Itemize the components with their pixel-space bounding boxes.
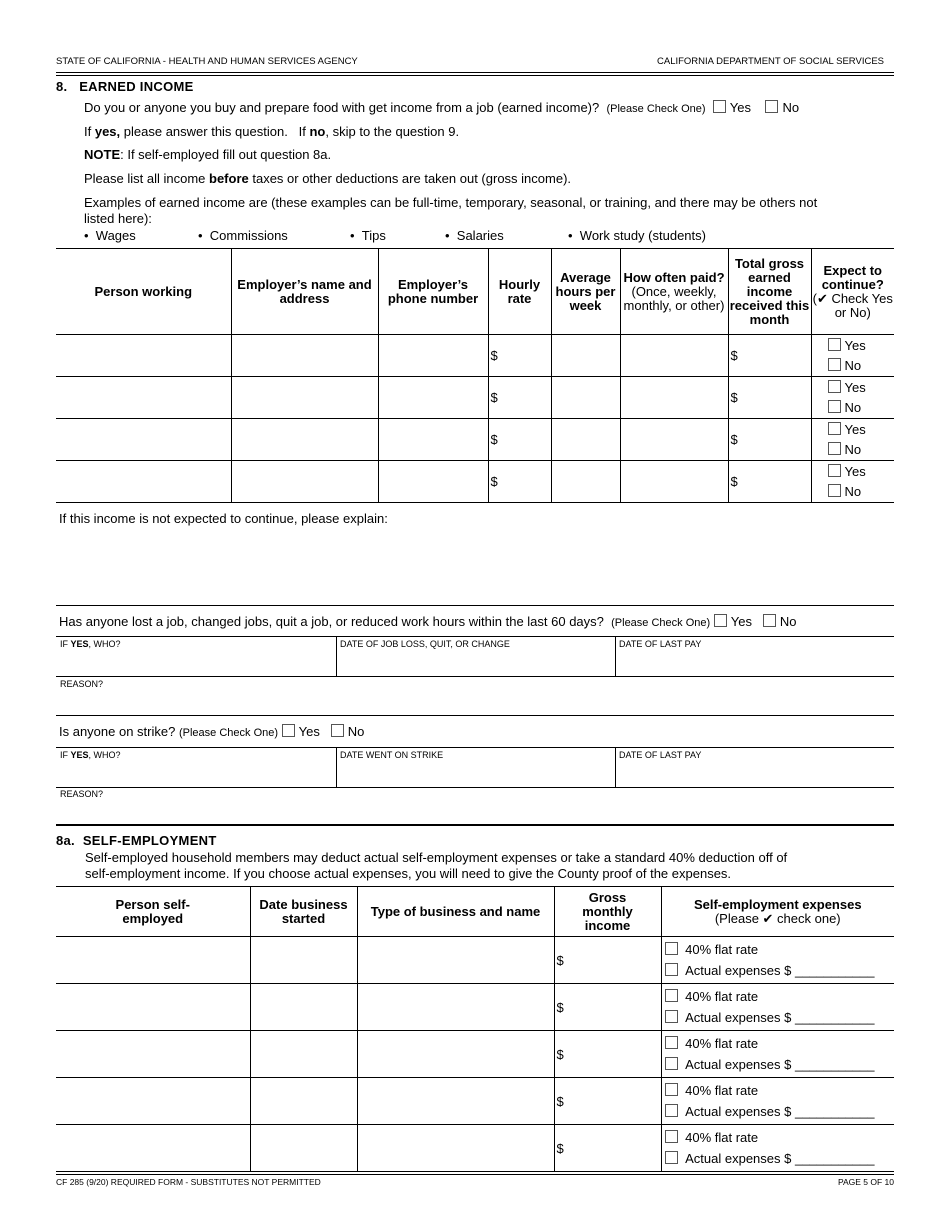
total-gross-cell[interactable] [728, 377, 811, 419]
table-row [56, 937, 894, 984]
no-label: No [347, 724, 365, 739]
col-average-hours: Average hours per week [551, 249, 620, 335]
strike-no-checkbox[interactable] [331, 724, 344, 737]
hourly-rate-cell[interactable] [488, 335, 551, 377]
actual-expenses-label: Actual expenses $ ___________ [685, 963, 875, 978]
lost-job-question [59, 614, 796, 629]
self-employment-desc-1: Self-employed household members may deduct actual self-employment expenses or take a standard 40% deduction off of [85, 850, 788, 865]
dollar-sign: $ [490, 348, 498, 363]
example-item: • Tips [350, 228, 386, 243]
strike-reason-field[interactable]: REASON? [60, 789, 104, 799]
actual-expenses-checkbox[interactable] [665, 1151, 678, 1164]
section-8a-title-text: SELF-EMPLOYMENT [82, 833, 217, 848]
yes-label: Yes [844, 421, 866, 437]
flat-rate-checkbox[interactable] [665, 989, 678, 1002]
how-often-sub: (Once, weekly, monthly, or other) [623, 283, 725, 313]
total-gross-cell[interactable] [728, 461, 811, 503]
actual-expenses-checkbox[interactable] [665, 963, 678, 976]
total-gross-cell[interactable] [728, 419, 811, 461]
example-item: • Wages [84, 228, 136, 243]
field-label: , WHO? [88, 639, 121, 649]
expenses-cell [661, 1078, 894, 1125]
strike-yes-checkbox[interactable] [282, 724, 295, 737]
average-hours-cell[interactable] [551, 419, 620, 461]
yes-label: Yes [730, 614, 753, 629]
section-8-title [56, 79, 194, 94]
actual-expenses-label: Actual expenses $ ___________ [685, 1057, 875, 1072]
business-type-cell[interactable] [357, 984, 554, 1031]
actual-expenses-checkbox[interactable] [665, 1104, 678, 1117]
employer-phone-cell[interactable] [378, 335, 488, 377]
person-working-cell[interactable] [56, 335, 231, 377]
example-wages: Wages [95, 228, 136, 243]
expenses-cell [661, 984, 894, 1031]
section-8a-title [56, 833, 217, 848]
instr-part: Please list all income [84, 171, 209, 186]
how-often-cell[interactable] [620, 377, 728, 419]
business-type-cell[interactable] [357, 937, 554, 984]
example-item: • Commissions [198, 228, 288, 243]
yes-label: Yes [844, 379, 866, 395]
check-one-hint: (Please Check One) [606, 103, 706, 115]
yes-label: Yes [298, 724, 320, 739]
expenses-cell [661, 1031, 894, 1078]
expect-continue-cell [811, 335, 894, 377]
dollar-sign: $ [556, 1093, 564, 1109]
person-self-employed-cell[interactable] [56, 1031, 250, 1078]
average-hours-cell[interactable] [551, 461, 620, 503]
expenses-cell [661, 1125, 894, 1172]
example-work-study: Work study (students) [579, 228, 706, 243]
flat-rate-label: 40% flat rate [685, 1083, 759, 1098]
yes-label: Yes [729, 100, 751, 115]
flat-rate-checkbox[interactable] [665, 942, 678, 955]
strike-question-text: Is anyone on strike? [59, 724, 176, 739]
dollar-sign: $ [730, 348, 738, 363]
field-label: IF [60, 639, 71, 649]
examples-line-2: listed here): [84, 211, 152, 226]
col-date-business-started: Date business started [250, 887, 357, 937]
expect-continue-cell [811, 419, 894, 461]
section-divider [56, 824, 894, 826]
average-hours-cell[interactable] [551, 377, 620, 419]
person-self-employed-cell[interactable] [56, 1125, 250, 1172]
employer-name-cell[interactable] [231, 377, 378, 419]
page-number: PAGE 5 OF 10 [837, 1177, 894, 1187]
actual-expenses-label: Actual expenses $ ___________ [685, 1151, 875, 1166]
business-type-cell[interactable] [357, 1125, 554, 1172]
col-business-type-name: Type of business and name [357, 887, 554, 937]
table-row [56, 1078, 894, 1125]
check-one-hint: (Please Check One) [178, 727, 279, 739]
gross-income-cell[interactable] [554, 1125, 661, 1172]
example-item: • Work study (students) [568, 228, 706, 243]
gross-income-cell[interactable] [554, 984, 661, 1031]
earned-income-table [56, 248, 894, 503]
expenses-cell [661, 937, 894, 984]
check-one-hint: (Please Check One) [611, 617, 711, 629]
col-employer-name: Employer’s name and address [231, 249, 378, 335]
self-employment-desc-2: self-employment income. If you choose actual expenses, you will need to give the County proof of the expenses. [85, 866, 732, 881]
section-8-number: 8. [56, 79, 68, 94]
dollar-sign: $ [556, 999, 564, 1015]
earned-income-question [84, 100, 799, 115]
dollar-sign: $ [490, 390, 498, 405]
no-label: No [779, 614, 797, 629]
lost-job-fields [56, 637, 894, 677]
instr-part: If [84, 124, 95, 139]
col-how-often-paid [620, 249, 728, 335]
expenses-sub: (Please ✔ check one) [714, 910, 841, 926]
col-employer-phone: Employer’s phone number [378, 249, 488, 335]
hourly-rate-cell[interactable] [488, 461, 551, 503]
actual-expenses-label: Actual expenses $ ___________ [685, 1010, 875, 1025]
field-label: , WHO? [88, 750, 121, 760]
strike-date-field[interactable]: DATE WENT ON STRIKE [340, 750, 444, 760]
continue-no-checkbox[interactable] [828, 484, 841, 497]
strike-fields [56, 748, 894, 788]
agency-header: STATE OF CALIFORNIA - HEALTH AND HUMAN SERVICES AGENCY [56, 56, 358, 67]
gross-income-cell[interactable] [554, 937, 661, 984]
example-item: • Salaries [445, 228, 504, 243]
flat-rate-label: 40% flat rate [685, 989, 759, 1004]
field-label-yes: YES [70, 639, 89, 649]
col-gross-monthly-income: Gross monthly income [554, 887, 661, 937]
how-often-cell[interactable] [620, 335, 728, 377]
person-self-employed-cell[interactable] [56, 984, 250, 1031]
expect-continue-cell [811, 461, 894, 503]
date-started-cell[interactable] [250, 984, 357, 1031]
dollar-sign: $ [730, 474, 738, 489]
continue-yes-checkbox[interactable] [828, 338, 841, 351]
table-row [56, 377, 894, 419]
examples-line-1: Examples of earned income are (these examples can be full-time, temporary, seasonal, or training, and there may be others not [84, 195, 818, 210]
example-tips: Tips [361, 228, 386, 243]
gross-income-cell[interactable] [554, 1078, 661, 1125]
divider [56, 715, 894, 716]
gross-income-cell[interactable] [554, 1031, 661, 1078]
actual-expenses-label: Actual expenses $ ___________ [685, 1104, 875, 1119]
no-label: No [844, 357, 862, 373]
employer-phone-cell[interactable] [378, 419, 488, 461]
example-salaries: Salaries [456, 228, 504, 243]
person-working-cell[interactable] [56, 419, 231, 461]
explain-label: If this income is not expected to continue, please explain: [59, 511, 388, 526]
footer-rule [56, 1174, 894, 1175]
person-working-cell[interactable] [56, 461, 231, 503]
lost-job-reason-field[interactable]: REASON? [60, 679, 104, 689]
business-type-cell[interactable] [357, 1078, 554, 1125]
average-hours-cell[interactable] [551, 335, 620, 377]
employer-name-cell[interactable] [231, 461, 378, 503]
col-person-working: Person working [56, 249, 231, 335]
total-gross-cell[interactable] [728, 335, 811, 377]
date-started-cell[interactable] [250, 1078, 357, 1125]
table-row [56, 461, 894, 503]
lost-job-yes-checkbox[interactable] [714, 614, 727, 627]
header-rule-1 [56, 72, 894, 73]
lost-job-question-text: Has anyone lost a job, changed jobs, quit a job, or reduced work hours within the last 60 days? [59, 614, 604, 629]
note-text: : If self-employed fill out question 8a. [120, 147, 332, 162]
last-pay-date-field[interactable]: DATE OF LAST PAY [619, 639, 702, 649]
explain-area[interactable] [56, 530, 894, 600]
no-label: No [844, 483, 862, 499]
table-row [56, 1125, 894, 1172]
note-label: NOTE [84, 147, 121, 162]
instr-part: taxes or other deductions are taken out (gross income). [248, 171, 572, 186]
self-employment-table [56, 886, 894, 1172]
table-row [56, 419, 894, 461]
how-often-cell[interactable] [620, 461, 728, 503]
person-self-employed-cell[interactable] [56, 937, 250, 984]
continue-no-checkbox[interactable] [828, 358, 841, 371]
earned-income-no-checkbox[interactable] [765, 100, 778, 113]
continue-yes-checkbox[interactable] [828, 464, 841, 477]
if-yes-instruction [84, 124, 459, 139]
continue-yes-checkbox[interactable] [828, 380, 841, 393]
person-working-cell[interactable] [56, 377, 231, 419]
strike-last-pay-field[interactable]: DATE OF LAST PAY [619, 750, 702, 760]
dollar-sign: $ [556, 1046, 564, 1062]
col-expect-continue [811, 249, 894, 335]
flat-rate-checkbox[interactable] [665, 1083, 678, 1096]
instr-before: before [209, 171, 249, 186]
instr-no: no [309, 124, 326, 139]
continue-no-checkbox[interactable] [828, 400, 841, 413]
no-label: No [844, 441, 862, 457]
divider [56, 605, 894, 606]
employer-name-cell[interactable] [231, 335, 378, 377]
employer-phone-cell[interactable] [378, 461, 488, 503]
section-8-title-text: EARNED INCOME [79, 79, 194, 94]
dollar-sign: $ [490, 474, 498, 489]
table-row [56, 335, 894, 377]
lost-job-who-field[interactable] [56, 637, 336, 677]
no-label: No [782, 100, 800, 115]
department-header: CALIFORNIA DEPARTMENT OF SOCIAL SERVICES [657, 56, 884, 67]
expenses-title: Self-employment expenses [693, 896, 862, 912]
col-hourly-rate: Hourly rate [488, 249, 551, 335]
instr-part: , skip to the question 9. [325, 124, 460, 139]
yes-label: Yes [844, 337, 866, 353]
dollar-sign: $ [556, 1140, 564, 1156]
section-8a-number: 8a. [56, 833, 75, 848]
job-loss-date-field[interactable]: DATE OF JOB LOSS, QUIT, OR CHANGE [340, 639, 510, 649]
strike-question [59, 724, 364, 739]
divider [56, 787, 894, 788]
dollar-sign: $ [556, 952, 564, 968]
yes-label: Yes [844, 463, 866, 479]
expect-continue-sub: (✔ Check Yes or No) [812, 290, 893, 320]
actual-expenses-checkbox[interactable] [665, 1010, 678, 1023]
example-commissions: Commissions [209, 228, 288, 243]
lost-job-no-checkbox[interactable] [763, 614, 776, 627]
no-label: No [844, 399, 862, 415]
hourly-rate-cell[interactable] [488, 377, 551, 419]
form-id: CF 285 (9/20) REQUIRED FORM - SUBSTITUTES NOT PERMITTED [56, 1177, 321, 1187]
dollar-sign: $ [730, 432, 738, 447]
hourly-rate-cell[interactable] [488, 419, 551, 461]
flat-rate-checkbox[interactable] [665, 1036, 678, 1049]
instr-yes: yes, [94, 124, 121, 139]
flat-rate-checkbox[interactable] [665, 1130, 678, 1143]
col-person-self-employed: Person self-employed [56, 887, 250, 937]
field-label-yes: YES [70, 750, 89, 760]
col-total-gross: Total gross earned income received this month [728, 249, 811, 335]
instr-part: please answer this question. If [120, 124, 310, 139]
divider [56, 676, 894, 677]
header-rule-2 [56, 75, 894, 76]
gross-income-instruction [84, 171, 571, 186]
person-self-employed-cell[interactable] [56, 1078, 250, 1125]
dollar-sign: $ [730, 390, 738, 405]
table-row [56, 1031, 894, 1078]
employer-phone-cell[interactable] [378, 377, 488, 419]
business-type-cell[interactable] [357, 1031, 554, 1078]
col-self-employment-expenses [661, 887, 894, 937]
actual-expenses-checkbox[interactable] [665, 1057, 678, 1070]
earned-income-question-text: Do you or anyone you buy and prepare food with get income from a job (earned income)? [84, 100, 600, 115]
dollar-sign: $ [490, 432, 498, 447]
flat-rate-label: 40% flat rate [685, 1036, 759, 1051]
date-started-cell[interactable] [250, 937, 357, 984]
strike-who-field[interactable] [56, 748, 336, 788]
expect-continue-cell [811, 377, 894, 419]
date-started-cell[interactable] [250, 1125, 357, 1172]
field-label: IF [60, 750, 71, 760]
date-started-cell[interactable] [250, 1031, 357, 1078]
continue-yes-checkbox[interactable] [828, 422, 841, 435]
how-often-cell[interactable] [620, 419, 728, 461]
how-often-title: How often paid? [623, 269, 725, 285]
continue-no-checkbox[interactable] [828, 442, 841, 455]
employer-name-cell[interactable] [231, 419, 378, 461]
earned-income-yes-checkbox[interactable] [713, 100, 726, 113]
flat-rate-label: 40% flat rate [685, 1130, 759, 1145]
note-line [84, 147, 331, 162]
table-row [56, 984, 894, 1031]
flat-rate-label: 40% flat rate [685, 942, 759, 957]
expect-continue-title: Expect to continue? [821, 262, 884, 292]
